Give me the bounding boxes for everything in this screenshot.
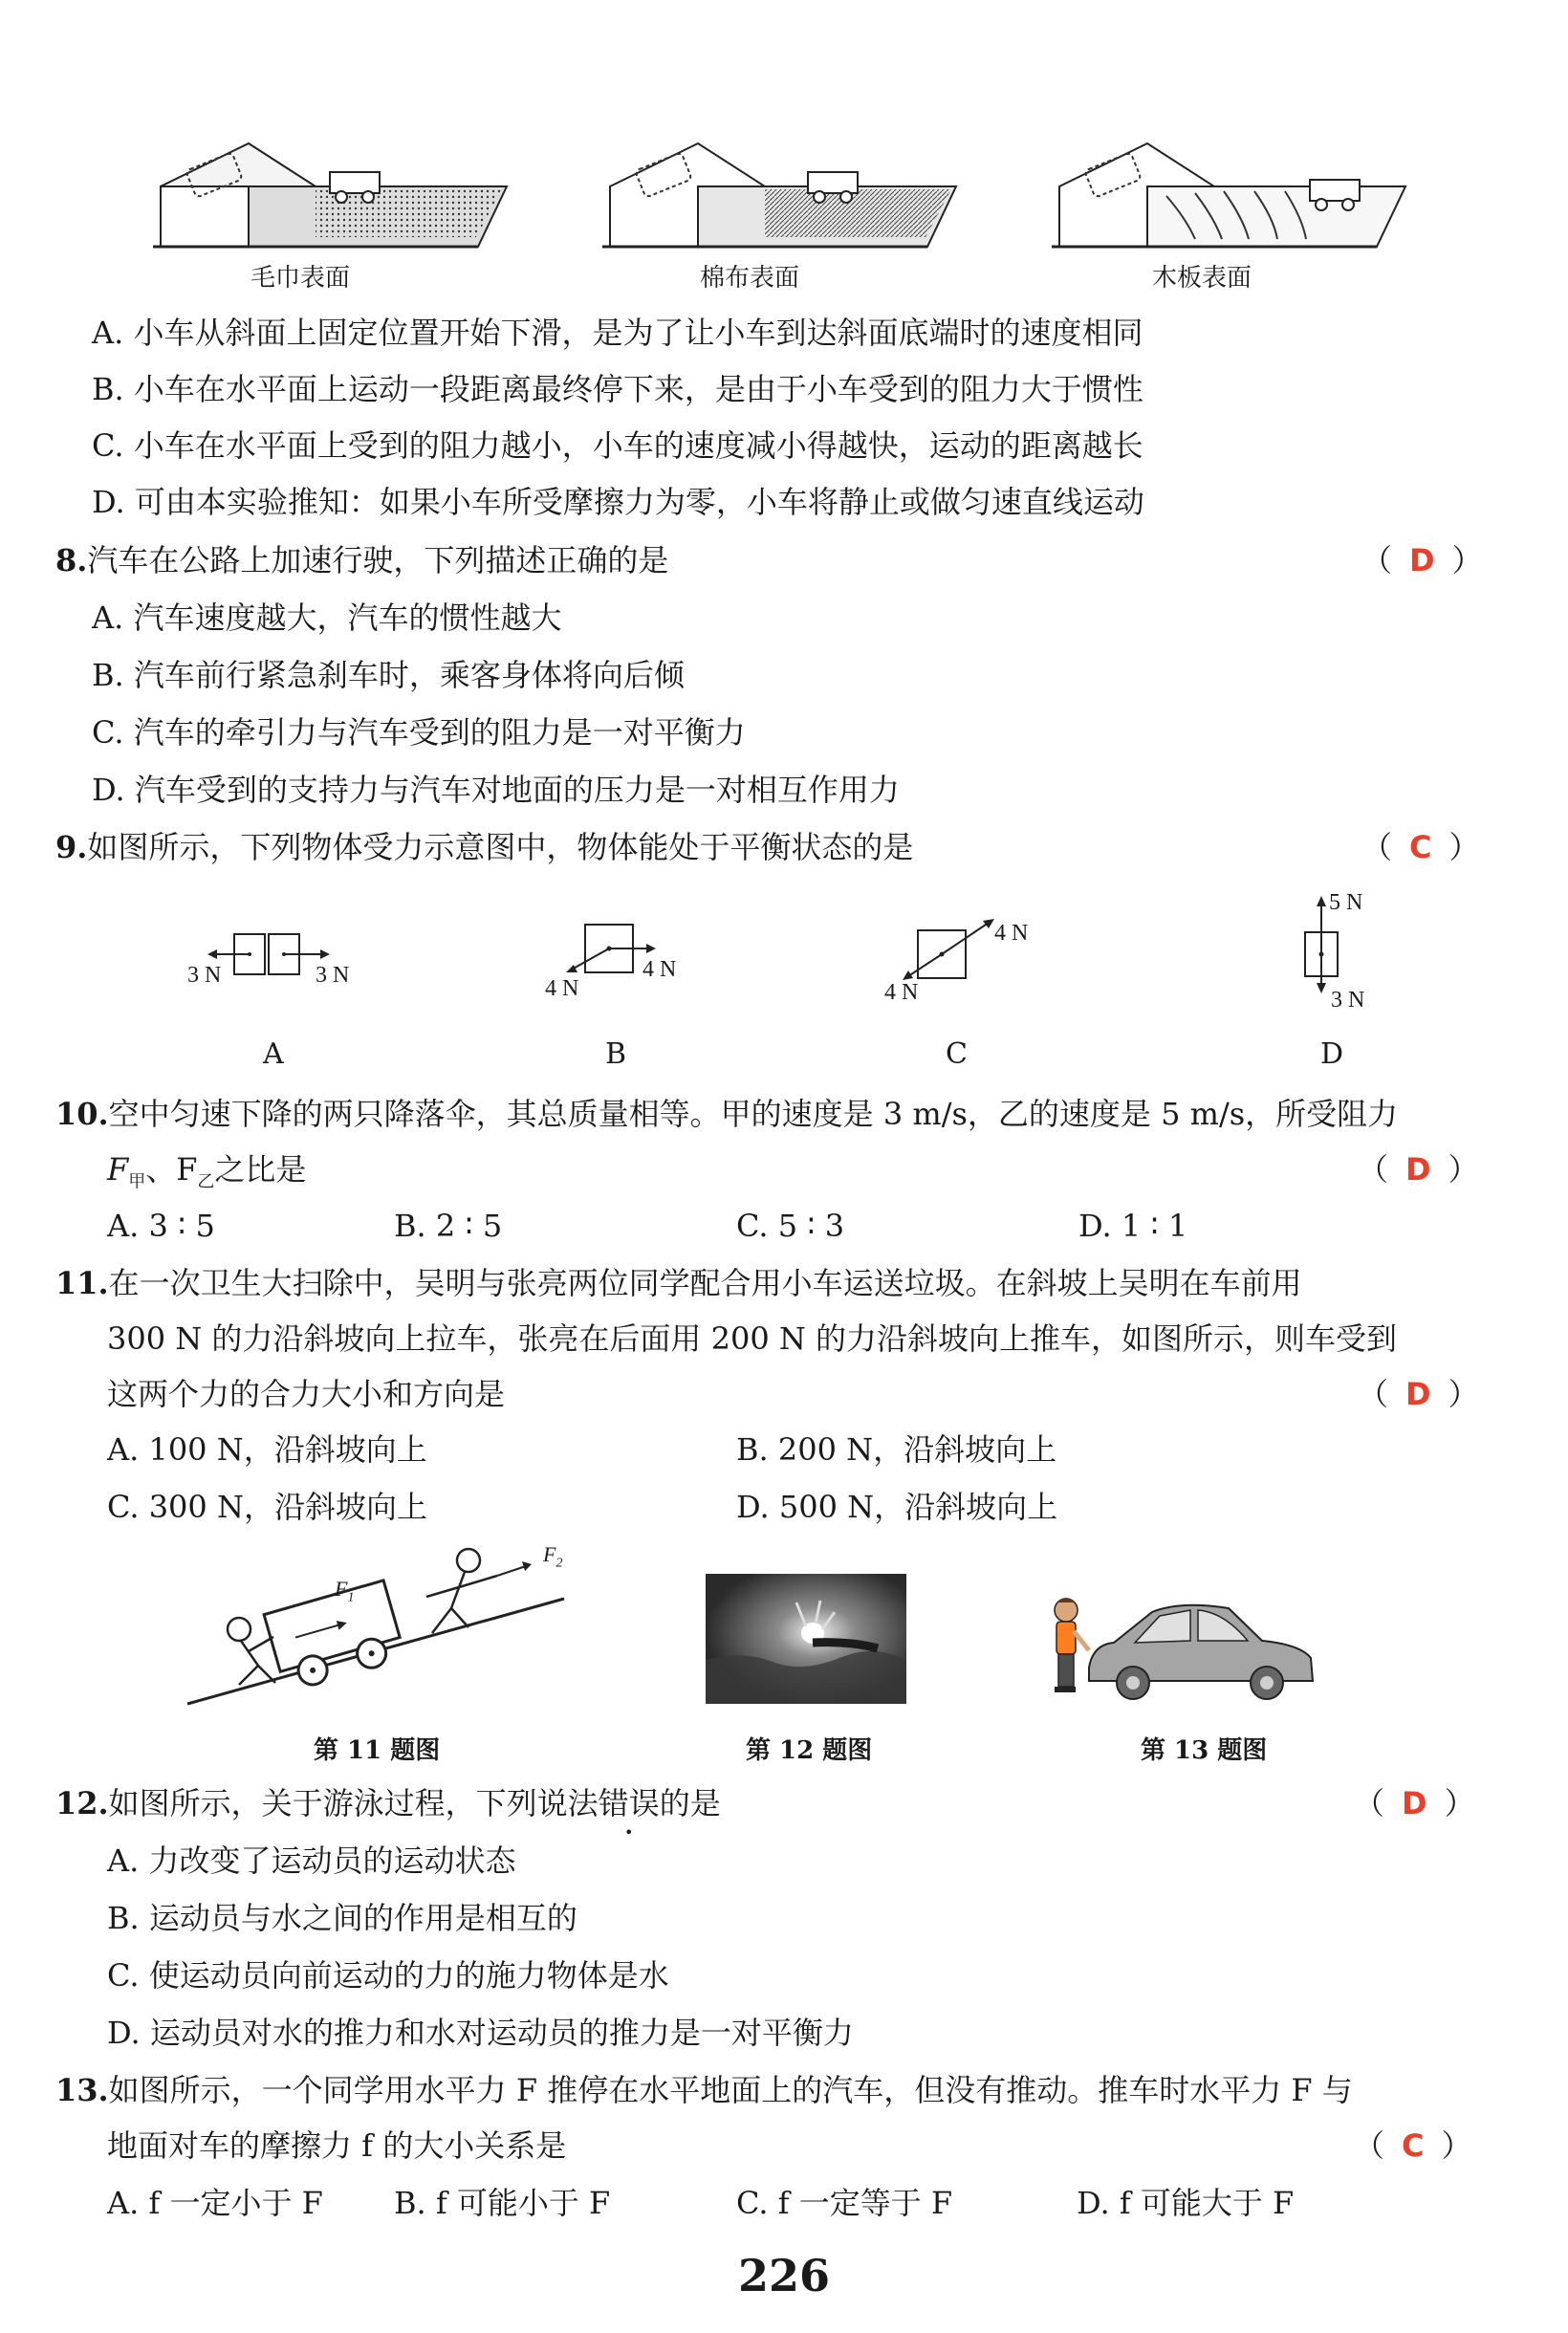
q10-option-b: B. 2 ∶ 5 [394, 1208, 503, 1244]
f2-sub: 2 [555, 1556, 563, 1571]
figure-11-cart-slope [182, 1541, 583, 1713]
q10-answer-letter: D [1405, 1151, 1431, 1188]
q10-number: 10. [55, 1096, 109, 1132]
q9-stem-text: 如图所示，下列物体受力示意图中，物体能处于平衡状态的是 [87, 829, 914, 865]
q8-stem [55, 541, 668, 579]
caption-figure-11: 第 11 题图 [314, 1736, 441, 1765]
q8-answer-letter: D [1409, 542, 1435, 578]
q9-label-a: A [263, 1037, 284, 1071]
q7-option-d: D. 可由本实验推知：如果小车所受摩擦力为零，小车将静止或做匀速直线运动 [92, 484, 1144, 520]
q9-d-up-force: 5 N [1329, 890, 1363, 915]
ramp-cotton-figure [602, 143, 966, 253]
page-number: 226 [737, 2250, 831, 2301]
q9-b-force-1: 4 N [545, 976, 579, 1001]
q11-stem-line3: 这两个力的合力大小和方向是 [107, 1376, 506, 1412]
q10-sub-yi: 乙 [197, 1171, 215, 1192]
q9-c-force-2: 4 N [884, 980, 919, 1005]
caption-cotton-surface: 棉布表面 [700, 264, 800, 293]
q7-option-a: A. 小车从斜面上固定位置开始下滑，是为了让小车到达斜面底端时的速度相同 [92, 315, 1143, 351]
caption-wood-surface: 木板表面 [1152, 264, 1252, 293]
q8-number: 8. [55, 542, 88, 578]
q8-stem-text: 汽车在公路上加速行驶，下列描述正确的是 [87, 542, 669, 578]
q13-option-c: C. f 一定等于 F [736, 2185, 953, 2221]
q9-stem [55, 828, 913, 866]
q10-option-a: A. 3 ∶ 5 [107, 1208, 215, 1244]
q10-option-d: D. 1 ∶ 1 [1078, 1208, 1188, 1244]
q12-stem-before: 如图所示，关于游泳过程，下列说法 [108, 1785, 599, 1821]
q9-label-d: D [1320, 1037, 1344, 1071]
caption-figure-13: 第 13 题图 [1141, 1736, 1268, 1765]
q7-option-c: C. 小车在水平面上受到的阻力越小，小车的速度减小得越快，运动的距离越长 [92, 427, 1143, 464]
q11-option-c: C. 300 N，沿斜坡向上 [107, 1489, 427, 1525]
q9-label-b: B [605, 1037, 627, 1071]
q11-answer: （ D ） [1358, 1376, 1479, 1412]
q10-sep: 、F [145, 1151, 198, 1188]
q12-option-d: D. 运动员对水的推力和水对运动员的推力是一对平衡力 [107, 2015, 854, 2051]
q7-option-b: B. 小车在水平面上运动一段距离最终停下来，是由于小车受到的阻力大于惯性 [92, 371, 1143, 407]
q9-label-c: C [946, 1037, 968, 1071]
ramp-wood-figure [1052, 143, 1415, 253]
caption-figure-12: 第 12 题图 [746, 1736, 873, 1765]
q13-number: 13. [55, 2072, 109, 2108]
q13-answer: （ C ） [1354, 2127, 1472, 2164]
q12-number: 12. [55, 1785, 109, 1821]
f1-sub: 1 [347, 1590, 355, 1605]
q9-a-right-force: 3 N [316, 963, 350, 988]
q10-f-symbol: F [107, 1151, 129, 1188]
q9-answer-letter: C [1409, 829, 1432, 865]
q12-answer-letter: D [1402, 1785, 1427, 1821]
q12-option-a: A. 力改变了运动员的运动状态 [107, 1842, 516, 1879]
q12-stem [55, 1784, 721, 1822]
q12-emph-text: 错误 [598, 1785, 660, 1821]
q10-stem-line1 [55, 1095, 1398, 1133]
q9-c-force-1: 4 N [994, 921, 1029, 946]
q12-answer: （ D ） [1354, 1785, 1475, 1821]
q10-stem-line2 [107, 1150, 306, 1201]
q13-stem-text-1: 如图所示，一个同学用水平力 F 推停在水平地面上的汽车，但没有推动。推车时水平力 F 与 [108, 2072, 1353, 2108]
q8-answer: （ D ） [1361, 542, 1483, 578]
q12-option-c: C. 使运动员向前运动的力的施力物体是水 [107, 1957, 669, 1994]
q12-option-b: B. 运动员与水之间的作用是相互的 [107, 1900, 577, 1936]
q9-number: 9. [55, 829, 88, 865]
q11-option-a: A. 100 N，沿斜坡向上 [107, 1431, 427, 1468]
figure-11-f1-label [335, 1576, 354, 1611]
q11-stem-text-1: 在一次卫生大扫除中，吴明与张亮两位同学配合用小车运送垃圾。在斜坡上吴明在车前用 [108, 1265, 1302, 1301]
q10-stem-text: 空中匀速下降的两只降落伞，其总质量相等。甲的速度是 3 m/s，乙的速度是 5 m/s，所受阻力 [108, 1096, 1399, 1132]
q11-number: 11. [55, 1265, 109, 1301]
q11-option-b: B. 200 N，沿斜坡向上 [736, 1431, 1057, 1468]
q13-stem-line2: 地面对车的摩擦力 f 的大小关系是 [107, 2127, 567, 2164]
q12-stem-after: 的是 [659, 1785, 721, 1821]
q9-answer: （ C ） [1361, 829, 1480, 865]
q12-stem-emph [599, 1785, 660, 1821]
caption-towel-surface: 毛巾表面 [250, 264, 351, 293]
figure-13-push-car [1047, 1587, 1334, 1702]
q10-tail: 之比是 [214, 1151, 307, 1188]
figure-11-f2-label [543, 1541, 562, 1577]
q13-option-b: B. f 可能小于 F [394, 2185, 611, 2221]
q9-a-left-force: 3 N [187, 963, 222, 988]
q9-diagram-c [901, 913, 1006, 990]
q9-d-down-force: 3 N [1331, 988, 1365, 1013]
f2-letter: F [543, 1542, 556, 1566]
q8-option-c: C. 汽车的牵引力与汽车受到的阻力是一对平衡力 [92, 714, 746, 751]
q10-option-c: C. 5 ∶ 3 [736, 1208, 845, 1244]
q11-stem-line2: 300 N 的力沿斜坡向上拉车，张亮在后面用 200 N 的力沿斜坡向上推车，如图所示，则车受到 [107, 1320, 1398, 1357]
ramp-towel-figure [153, 143, 516, 253]
q11-stem-line1 [55, 1264, 1302, 1302]
q8-option-a: A. 汽车速度越大，汽车的惯性越大 [92, 600, 562, 636]
q13-answer-letter: C [1402, 2127, 1425, 2164]
q9-b-force-2: 4 N [642, 957, 677, 982]
q11-option-d: D. 500 N，沿斜坡向上 [736, 1489, 1058, 1525]
q8-option-d: D. 汽车受到的支持力与汽车对地面的压力是一对相互作用力 [92, 772, 900, 808]
q13-option-a: A. f 一定小于 F [107, 2185, 323, 2221]
q10-sub-jia: 甲 [128, 1171, 146, 1192]
q11-answer-letter: D [1405, 1376, 1431, 1412]
q10-answer: （ D ） [1358, 1151, 1479, 1188]
q8-option-b: B. 汽车前行紧急刹车时，乘客身体将向后倾 [92, 657, 685, 693]
figure-12-swimmer-photo [706, 1574, 906, 1704]
f1-letter: F [335, 1577, 348, 1601]
q13-option-d: D. f 可能大于 F [1077, 2185, 1295, 2221]
q13-stem-line1 [55, 2071, 1353, 2109]
